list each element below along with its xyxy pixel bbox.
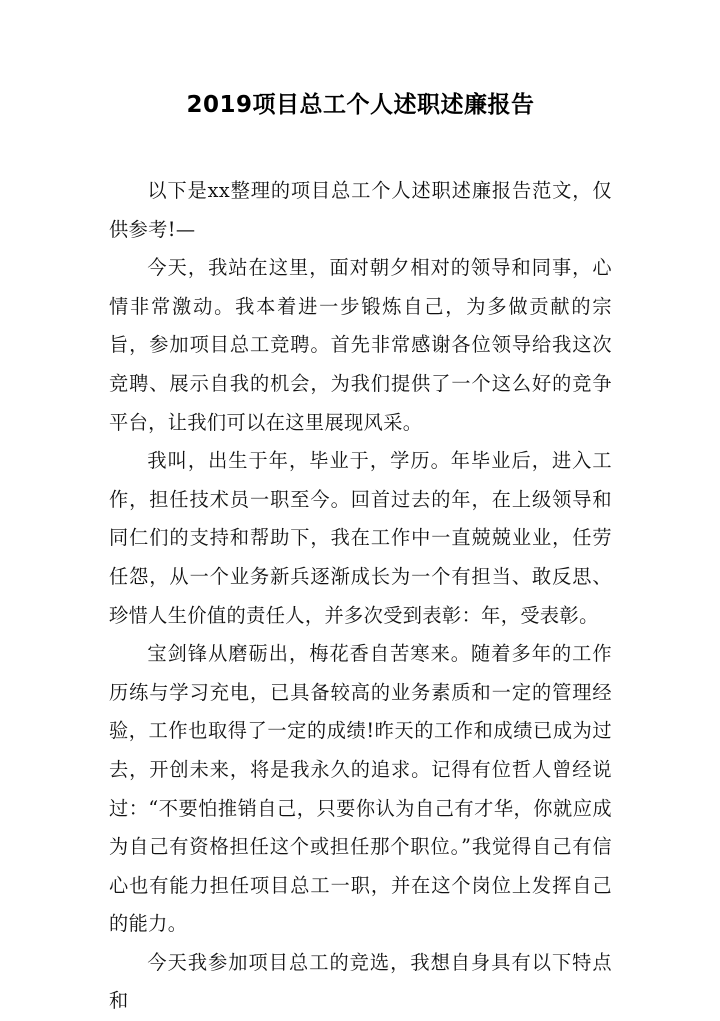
paragraph-background: 我叫，出生于年，毕业于，学历。年毕业后，进入工作，担任技术员一职至今。回首过去的年，在上级领导和同仁们的支持和帮助下，我在工作中一直兢兢业业，任劳任怨，从一个业务新兵逐渐成长为一个有担当、敢反思、珍惜人生价值的责任人，并多次受到表彰：年，受表彰。 (109, 449, 612, 627)
paragraph-experience: 宝剑锋从磨砺出，梅花香自苦寒来。随着多年的工作历练与学习充电，已具备较高的业务素质和一定的管理经验，工作也取得了一定的成绩!昨天的工作和成绩已成为过去，开创未来，将是我永久的追求。记得有位哲人曾经说过：“不要怕推销自己，只要你认为自己有才华，你就应成为自己有资格担任这个或担任那个职位。”我觉得自己有信心也有能力担任项目总工一职，并在这个岗位上发挥自己的能力。 (109, 642, 612, 936)
document-title: 2019项目总工个人述职述廉报告 (186, 92, 535, 118)
paragraph-intro: 以下是xx整理的项目总工个人述职述廉报告范文，仅供参考!— (109, 179, 612, 241)
document-body (109, 172, 612, 1021)
paragraph-strengths: 今天我参加项目总工的竞选，我想自身具有以下特点和 (109, 950, 612, 1013)
paragraph-greeting: 今天，我站在这里，面对朝夕相对的领导和同事，心情非常激动。我本着进一步锻炼自己，为多做贡献的宗旨，参加项目总工竞聘。首先非常感谢各位领导给我这次竞聘、展示自我的机会，为我们提供了一个这么好的竞争平台，让我们可以在这里展现风采。 (109, 256, 612, 434)
